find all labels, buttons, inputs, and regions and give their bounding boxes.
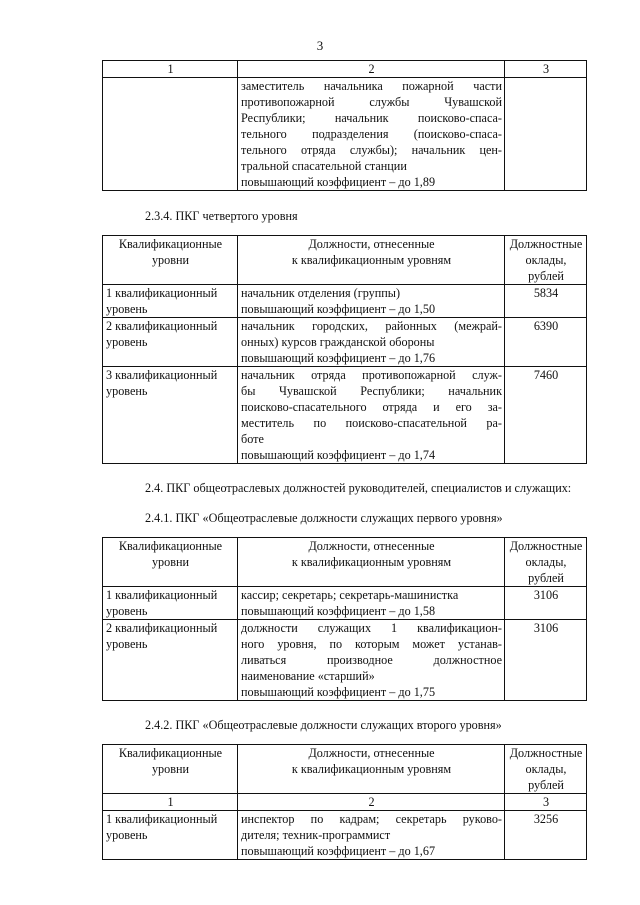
salary-cell: 3256 bbox=[505, 811, 587, 860]
level-cell: 1 квалификационный уровень bbox=[103, 285, 238, 318]
col-number-3: 3 bbox=[505, 794, 587, 811]
header-salaries: Должностные оклады, рублей bbox=[505, 236, 587, 285]
table-row bbox=[103, 78, 587, 191]
positions-cell: инспектор по кадрам; секретарь руково- дителя; техник-программист повышающий коэффициент – до 1,67 bbox=[238, 811, 505, 860]
col-number-2: 2 bbox=[238, 794, 505, 811]
col-number-1: 1 bbox=[103, 794, 238, 811]
table-pkg-first-level-employees bbox=[102, 537, 587, 701]
table-row bbox=[103, 620, 587, 701]
table-number-row bbox=[103, 794, 587, 811]
header-salaries: Должностные оклады, рублей bbox=[505, 745, 587, 794]
level-cell: 3 квалификационный уровень bbox=[103, 367, 238, 464]
position-line: противопожарной службы Чувашской bbox=[241, 95, 502, 109]
section-heading-2-4-1: 2.4.1. ПКГ «Общеотраслевые должности служащих первого уровня» bbox=[145, 511, 503, 525]
page-number: 3 bbox=[316, 38, 324, 53]
header-levels: Квалификационные уровни bbox=[103, 745, 238, 794]
table-number-row bbox=[103, 61, 587, 78]
header-positions: Должности, отнесенные к квалификационным уровням bbox=[238, 745, 505, 794]
level-cell: 1 квалификационный уровень bbox=[103, 587, 238, 620]
table-row bbox=[103, 318, 587, 367]
level-cell bbox=[103, 78, 238, 191]
header-positions: Должности, отнесенные к квалификационным уровням bbox=[238, 236, 505, 285]
salary-cell: 3106 bbox=[505, 587, 587, 620]
table-continuation bbox=[102, 60, 587, 191]
level-cell: 2 квалификационный уровень bbox=[103, 318, 238, 367]
positions-cell: начальник отряда противопожарной служ- бы Чувашской Республики; начальник поисково-спасательного отряда и его за- меститель по поисково-спасательной ра- боте повышающий коэффициент – до 1,74 bbox=[238, 367, 505, 464]
table-row bbox=[103, 811, 587, 860]
table-pkg-fourth-level bbox=[102, 235, 587, 464]
table-row bbox=[103, 367, 587, 464]
col-number-1: 1 bbox=[103, 61, 238, 78]
col-number-3: 3 bbox=[505, 61, 587, 78]
table-row bbox=[103, 285, 587, 318]
salary-cell: 5834 bbox=[505, 285, 587, 318]
table-pkg-second-level-employees bbox=[102, 744, 587, 860]
position-line: заместитель начальника пожарной части bbox=[241, 79, 502, 93]
level-cell: 1 квалификационный уровень bbox=[103, 811, 238, 860]
salary-cell: 6390 bbox=[505, 318, 587, 367]
table-row bbox=[103, 587, 587, 620]
positions-cell: должности служащих 1 квалификацион- ного уровня, по которым может устанав- ливаться производное должностное наименование «старший» повышающий коэффициент – до 1,75 bbox=[238, 620, 505, 701]
table-header-row bbox=[103, 538, 587, 587]
positions-cell: начальник отделения (группы) повышающий коэффициент – до 1,50 bbox=[238, 285, 505, 318]
salary-cell bbox=[505, 78, 587, 191]
header-levels: Квалификационные уровни bbox=[103, 538, 238, 587]
position-line: тельного подразделения (поисково-спаса- bbox=[241, 127, 502, 141]
salary-cell: 7460 bbox=[505, 367, 587, 464]
coefficient-line: повышающий коэффициент – до 1,89 bbox=[241, 175, 436, 189]
header-salaries: Должностные оклады, рублей bbox=[505, 538, 587, 587]
position-line: тельного отряда службы); начальник цен- bbox=[241, 143, 502, 157]
position-line: Республики; начальник поисково-спаса- bbox=[241, 111, 502, 125]
table-header-row bbox=[103, 745, 587, 794]
col-number-2: 2 bbox=[238, 61, 505, 78]
header-positions: Должности, отнесенные к квалификационным уровням bbox=[238, 538, 505, 587]
section-paragraph-2-4: 2.4. ПКГ общеотраслевых должностей руководителей, специалистов и служащих: bbox=[145, 481, 572, 495]
position-line: тральной спасательной станции bbox=[241, 159, 407, 173]
level-cell: 2 квалификационный уровень bbox=[103, 620, 238, 701]
positions-cell: начальник городских, районных (межрай- онных) курсов гражданской обороны повышающий коэффициент – до 1,76 bbox=[238, 318, 505, 367]
section-heading-2-4-2: 2.4.2. ПКГ «Общеотраслевые должности служащих второго уровня» bbox=[145, 718, 502, 732]
positions-cell: кассир; секретарь; секретарь-машинистка повышающий коэффициент – до 1,58 bbox=[238, 587, 505, 620]
positions-cell bbox=[238, 78, 505, 191]
table-header-row bbox=[103, 236, 587, 285]
section-heading-2-3-4: 2.3.4. ПКГ четвертого уровня bbox=[145, 209, 298, 223]
header-levels: Квалификационные уровни bbox=[103, 236, 238, 285]
salary-cell: 3106 bbox=[505, 620, 587, 701]
document-body bbox=[102, 60, 586, 860]
